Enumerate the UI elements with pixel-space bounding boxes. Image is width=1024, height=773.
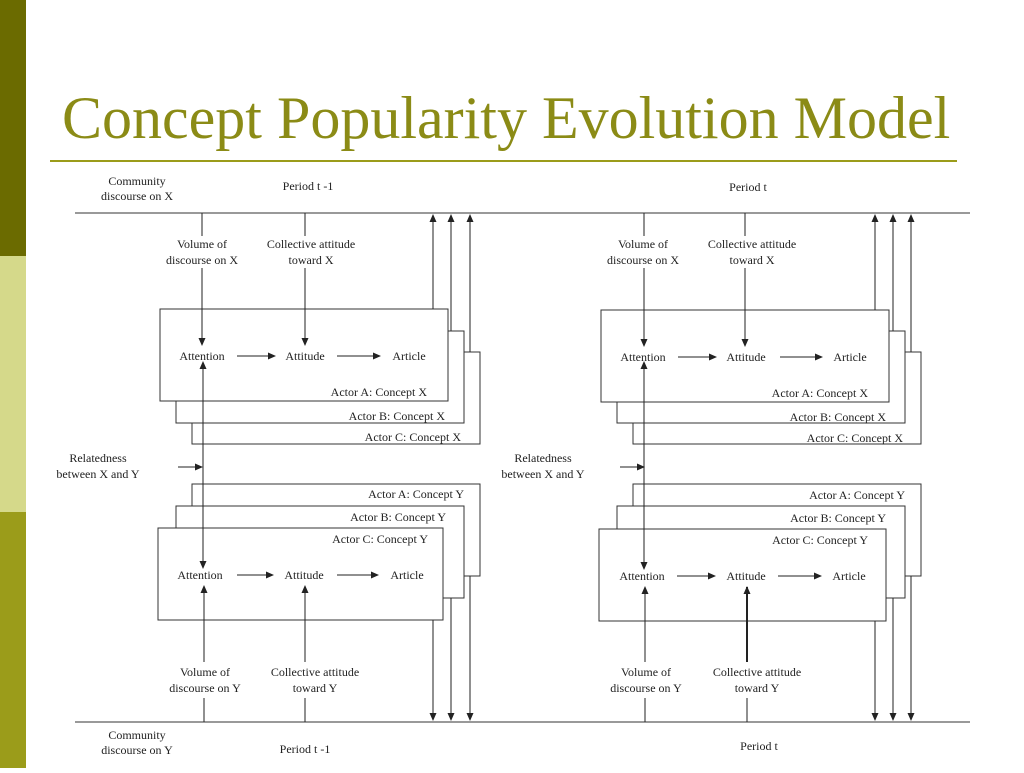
community-x-line2: discourse on X	[101, 189, 173, 203]
left-panel	[56, 179, 480, 756]
right-attitude-y-line2: toward Y	[734, 681, 780, 695]
left-relatedness-line1: Relatedness	[69, 451, 127, 465]
right-attitude-y: Attitude	[726, 569, 766, 583]
left-attention-y: Attention	[177, 568, 223, 582]
right-article-x: Article	[833, 350, 867, 364]
right-actor-a-x-label: Actor A: Concept X	[771, 386, 868, 400]
right-actor-b-x-label: Actor B: Concept X	[789, 410, 886, 424]
right-actor-c-y-label: Actor C: Concept Y	[772, 533, 868, 547]
left-actor-b-x-label: Actor B: Concept X	[348, 409, 445, 423]
accent-bar-bottom	[0, 512, 26, 768]
left-article-y: Article	[390, 568, 424, 582]
accent-bar-middle	[0, 256, 26, 512]
left-period-top: Period t -1	[282, 179, 334, 193]
right-relatedness-line1: Relatedness	[514, 451, 572, 465]
left-period-bottom: Period t -1	[279, 742, 331, 756]
right-attention-y: Attention	[619, 569, 665, 583]
right-attitude-x-line2: toward X	[729, 253, 775, 267]
left-relatedness-line2: between X and Y	[56, 467, 140, 481]
left-volume-y-line1: Volume of	[179, 665, 231, 679]
left-attitude-y-line1: Collective attitude	[270, 665, 360, 679]
right-actor-c-x-label: Actor C: Concept X	[806, 431, 903, 445]
diagram-canvas	[56, 170, 970, 768]
left-volume-y-line2: discourse on Y	[169, 681, 241, 695]
left-actor-a-x-label: Actor A: Concept X	[330, 385, 427, 399]
right-volume-x-line1: Volume of	[617, 237, 669, 251]
right-panel	[501, 180, 921, 753]
right-volume-y-line1: Volume of	[620, 665, 672, 679]
right-relatedness-line2: between X and Y	[501, 467, 585, 481]
left-attitude-x-line2: toward X	[288, 253, 334, 267]
left-volume-x-line1: Volume of	[176, 237, 228, 251]
left-actor-b-y-label: Actor B: Concept Y	[350, 510, 446, 524]
left-attitude-y: Attitude	[284, 568, 324, 582]
right-actor-a-y-label: Actor A: Concept Y	[809, 488, 905, 502]
right-attention-x: Attention	[620, 350, 666, 364]
left-actor-a-y-label: Actor A: Concept Y	[368, 487, 464, 501]
left-attitude-x: Attitude	[285, 349, 325, 363]
left-actor-c-x-label: Actor C: Concept X	[364, 430, 461, 444]
community-y-line2: discourse on Y	[101, 743, 173, 757]
right-volume-y-line2: discourse on Y	[610, 681, 682, 695]
right-article-y: Article	[832, 569, 866, 583]
left-attitude-y-line2: toward Y	[292, 681, 338, 695]
right-volume-x-line2: discourse on X	[607, 253, 679, 267]
right-attitude-x-line1: Collective attitude	[707, 237, 797, 251]
right-attitude-y-line1: Collective attitude	[712, 665, 802, 679]
accent-bar-top	[0, 0, 26, 256]
right-actor-b-y-label: Actor B: Concept Y	[790, 511, 886, 525]
left-attention-x: Attention	[179, 349, 225, 363]
left-actor-c-y-label: Actor C: Concept Y	[332, 532, 428, 546]
left-volume-x-line2: discourse on X	[166, 253, 238, 267]
model-diagram	[56, 170, 970, 768]
title-divider	[50, 160, 957, 162]
right-attitude-x: Attitude	[726, 350, 766, 364]
left-attitude-x-line1: Collective attitude	[266, 237, 356, 251]
left-article-x: Article	[392, 349, 426, 363]
community-y-line1: Community	[108, 728, 166, 742]
right-period-bottom: Period t	[740, 739, 778, 753]
right-period-top: Period t	[729, 180, 767, 194]
slide-title: Concept Popularity Evolution Model	[62, 85, 951, 151]
community-x-line1: Community	[108, 174, 166, 188]
